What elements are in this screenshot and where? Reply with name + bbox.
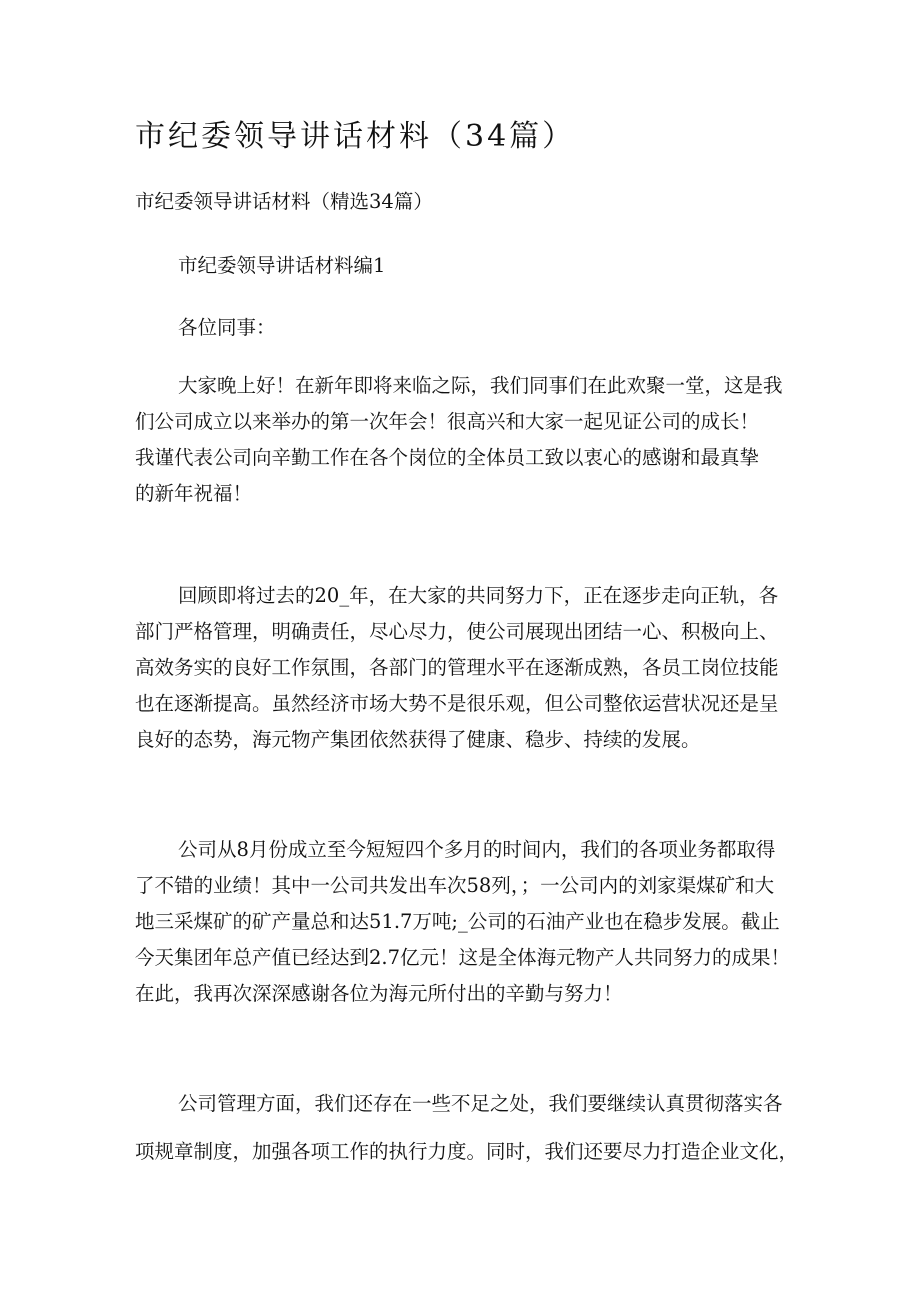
paragraph-line: 高效务实的良好工作氛围，各部门的管理水平在逐渐成熟，各员工岗位技能 [135, 656, 779, 679]
paragraph-line: 们公司成立以来举办的第一次年会！很高兴和大家一起见证公司的成长！ [135, 410, 760, 433]
section-heading: 市纪委领导讲话材料编1 [178, 254, 386, 277]
document-subtitle: 市纪委领导讲话材料（精选34篇） [135, 190, 433, 213]
paragraph-line: 大家晚上好！在新年即将来临之际，我们同事们在此欢聚一堂，这是我 [178, 374, 783, 397]
paragraph-line: 部门严格管理，明确责任，尽心尽力，使公司展现出团结一心、积极向上、 [135, 620, 779, 643]
paragraph-line: 我谨代表公司向辛勤工作在各个岗位的全体员工致以衷心的感谢和最真挚 [135, 446, 760, 469]
paragraph-line: 的新年祝福！ [135, 482, 253, 505]
paragraph-line: 回顾即将过去的20_年，在大家的共同努力下，正在逐步走向正轨，各 [178, 584, 779, 607]
paragraph-line: 公司从8月份成立至今短短四个多月的时间内，我们的各项业务都取得 [178, 838, 776, 861]
paragraph-line: 了不错的业绩！其中一公司共发出车次58列，；一公司内的刘家渠煤矿和大 [135, 874, 775, 897]
salutation: 各位同事： [178, 316, 276, 339]
paragraph-line: 地三采煤矿的矿产量总和达51.7万吨;_公司的石油产业也在稳步发展。截止 [135, 910, 780, 933]
paragraph-line: 公司管理方面，我们还存在一些不足之处，我们要继续认真贯彻落实各 [178, 1092, 783, 1115]
paragraph-line: 良好的态势，海元物产集团依然获得了健康、稳步、持续的发展。 [135, 728, 701, 751]
paragraph-line: 今天集团年总产值已经达到2.7亿元！这是全体海元物产人共同努力的成果！ [135, 946, 791, 969]
paragraph-line: 在此，我再次深深感谢各位为海元所付出的辛勤与努力！ [135, 982, 623, 1005]
paragraph-line: 项规章制度，加强各项工作的执行力度。同时，我们还要尽力打造企业文化， [135, 1140, 799, 1163]
paragraph-line: 也在逐渐提高。虽然经济市场大势不是很乐观，但公司整依运营状况还是呈 [135, 692, 779, 715]
document-title: 市纪委领导讲话材料（34篇） [135, 119, 576, 154]
